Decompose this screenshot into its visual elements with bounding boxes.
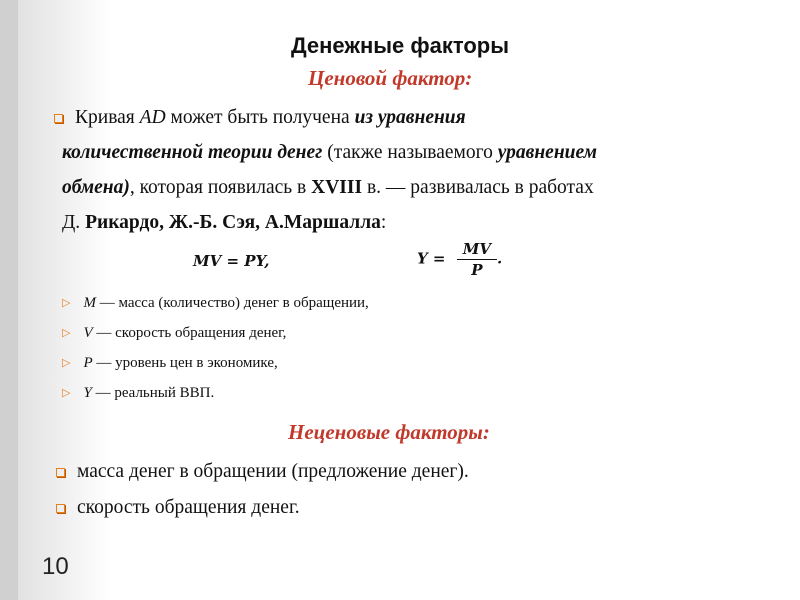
authors-text: Рикардо, Ж.-Б. Сэя, А.Маршалла	[85, 212, 381, 233]
paragraph-line-3	[62, 170, 762, 205]
definition-text: — масса (количество) денег в обращении,	[95, 295, 369, 311]
definition-item	[62, 318, 369, 348]
paragraph-line-1	[54, 100, 762, 135]
definition-item	[62, 348, 369, 378]
square-bullet-icon	[54, 114, 63, 123]
formula-lhs: Y =	[417, 249, 446, 268]
list-item	[56, 490, 469, 526]
formula-tail: .	[496, 249, 503, 268]
text-span: в. — развивалась в работах	[362, 177, 594, 198]
main-paragraph	[62, 100, 762, 240]
price-factor-heading: Ценовой фактор:	[308, 66, 473, 90]
text-span: :	[380, 212, 387, 233]
square-bullet-icon	[56, 468, 65, 477]
definition-item	[62, 378, 369, 408]
text-span: , которая появилась в	[129, 177, 312, 198]
fraction-numerator: MV	[457, 240, 497, 260]
fraction-denominator: P	[471, 261, 483, 279]
text-span: может быть получена	[165, 107, 355, 128]
list-item-text: масса денег в обращении (предложение денег).	[77, 461, 469, 482]
paragraph-line-2	[62, 135, 762, 170]
emphasis-text: количественной теории денег	[62, 142, 323, 163]
page-number: 10	[42, 553, 69, 580]
arrow-bullet-icon: ▷	[62, 356, 71, 369]
definition-text: — реальный ВВП.	[91, 385, 215, 401]
slide-title: Денежные факторы	[290, 33, 510, 58]
text-span: Д.	[62, 212, 86, 233]
nonprice-factors-heading: Неценовые факторы:	[288, 420, 490, 444]
list-item	[56, 454, 469, 490]
definition-symbol: P	[83, 355, 93, 371]
arrow-bullet-icon: ▷	[62, 386, 71, 399]
text-span: Кривая	[75, 107, 140, 128]
formula-y-mv-p	[417, 240, 502, 279]
ad-term: AD	[139, 107, 166, 128]
definition-symbol: V	[83, 325, 93, 341]
definition-text: — уровень цен в экономике,	[92, 355, 278, 371]
definition-text: — скорость обращения денег,	[92, 325, 287, 341]
arrow-bullet-icon: ▷	[62, 296, 71, 309]
square-bullet-icon	[56, 504, 65, 513]
definition-symbol: Y	[83, 385, 92, 401]
list-item-text: скорость обращения денег.	[77, 497, 300, 518]
nonprice-factors-list	[56, 454, 469, 526]
arrow-bullet-icon: ▷	[62, 326, 71, 339]
fraction	[457, 240, 497, 279]
emphasis-text: обмена)	[62, 177, 130, 198]
definition-item	[62, 288, 369, 318]
definitions-list	[62, 288, 369, 408]
paragraph-line-4	[62, 205, 762, 240]
emphasis-text: уравнением	[497, 142, 598, 163]
formula-mv-py: MV = PY,	[193, 252, 270, 270]
century-text: XVIII	[311, 177, 363, 198]
definition-symbol: M	[83, 295, 96, 311]
text-span: (также называемого	[322, 142, 498, 163]
emphasis-text: из уравнения	[354, 107, 466, 128]
